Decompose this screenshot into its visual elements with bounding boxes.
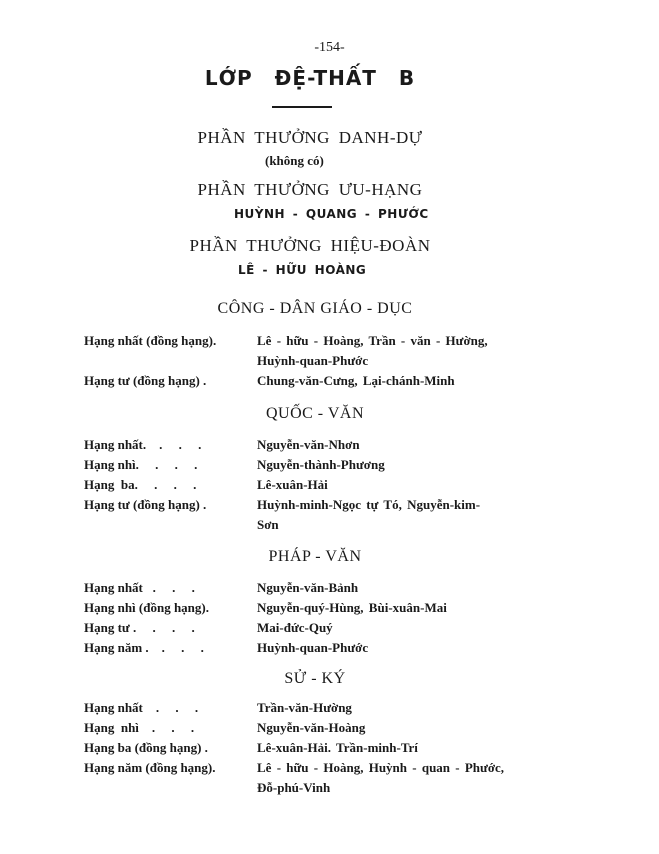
rank-names: Huỳnh-quan-Phước [257, 353, 369, 368]
rank-label: Hạng ba. . . . [84, 477, 197, 492]
rank-names: Đỗ-phú-Vinh [257, 780, 331, 795]
rank-names: Nguyễn-thành-Phương [257, 457, 385, 472]
rank-names: Nguyễn-văn-Hoàng [257, 720, 366, 735]
title-underline [272, 106, 332, 108]
rank-names: Sơn [257, 517, 279, 532]
subject-title: SỬ - KÝ [284, 670, 346, 687]
rank-names: Lê - hữu - Hoàng, Trần - văn - Hường, [257, 333, 488, 348]
rank-label: Hạng nhất (đồng hạng). [84, 333, 217, 348]
rank-label: Hạng tư (đồng hạng) . [84, 373, 207, 388]
page-title: LỚP ĐỆ-THẤT B [204, 66, 416, 90]
rank-names: Nguyễn-quý-Hùng, Bùi-xuân-Mai [257, 600, 447, 615]
award-note-none: (không có) [265, 153, 324, 168]
rank-names: Huỳnh-minh-Ngọc tự Tó, Nguyễn-kim- [257, 497, 481, 512]
rank-names: Nguyễn-văn-Nhơn [257, 437, 360, 452]
rank-label: Hạng ba (đồng hạng) . [84, 740, 208, 755]
award-heading-uu-hang: PHẦN THƯỞNG ƯU-HẠNG [197, 180, 423, 199]
subject-title: CÔNG - DÂN GIÁO - DỤC [217, 300, 413, 317]
rank-label: Hạng nhất . . . [84, 700, 199, 715]
rank-label: Hạng năm . . . . [84, 640, 204, 655]
rank-label: Hạng nhất. . . . [84, 437, 202, 452]
rank-names: Trần-văn-Hường [257, 700, 352, 715]
rank-names: Lê-xuân-Hải [257, 477, 328, 492]
rank-label: Hạng tư . . . . [84, 620, 195, 635]
rank-label: Hạng năm (đồng hạng). [84, 760, 216, 775]
rank-names: Lê - hữu - Hoàng, Huỳnh - quan - Phước, [257, 760, 505, 775]
award-heading-hieu-doan: PHẦN THƯỞNG HIỆU-ĐOÀN [189, 236, 431, 255]
rank-label: Hạng nhì. . . . [84, 457, 198, 472]
rank-names: Mai-đức-Quý [257, 620, 333, 635]
rank-names: Lê-xuân-Hải. Trần-minh-Trí [257, 740, 418, 755]
rank-label: Hạng nhì . . . [84, 720, 195, 735]
rank-label: Hạng nhất . . . [84, 580, 195, 595]
page-number: -154- [314, 40, 345, 55]
award-recipient-uu-hang: HUỲNH - QUANG - PHƯỚC [234, 207, 429, 221]
award-heading-danh-du: PHẦN THƯỞNG DANH-DỰ [197, 128, 423, 147]
rank-label: Hạng tư (đồng hạng) . [84, 497, 207, 512]
rank-names: Chung-văn-Cưng, Lại-chánh-Minh [257, 373, 455, 388]
subject-title: PHÁP - VĂN [268, 548, 362, 565]
subject-title: QUỐC - VĂN [265, 405, 365, 422]
award-recipient-hieu-doan: LÊ - HỮU HOÀNG [238, 263, 367, 277]
rank-names: Nguyễn-văn-Bảnh [257, 580, 359, 595]
rank-names: Huỳnh-quan-Phước [257, 640, 369, 655]
rank-label: Hạng nhì (đồng hạng). [84, 600, 209, 615]
